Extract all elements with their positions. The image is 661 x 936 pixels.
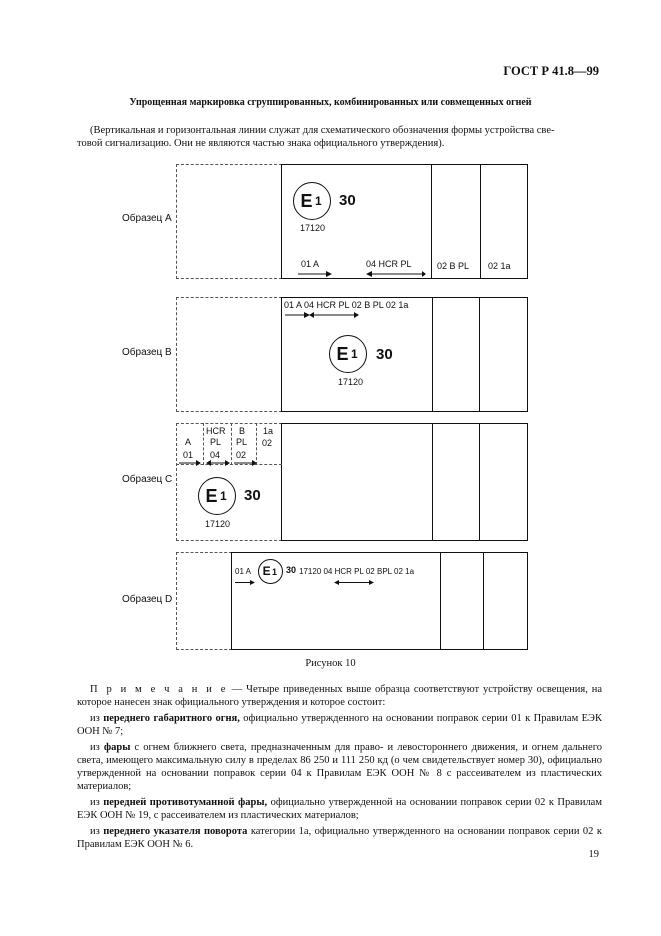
approval-circle-icon xyxy=(293,182,331,220)
approval-letter: E xyxy=(205,485,218,506)
note-item-rest: официально утвержденного на основании поправок серии 01 к Правилам ЕЭК ООН № 7; xyxy=(77,713,602,737)
approval-number: 30 xyxy=(244,487,261,504)
col2-top1: HCR xyxy=(206,426,226,436)
sample-d-cell-2 xyxy=(440,552,484,650)
approval-number: 30 xyxy=(286,565,297,575)
note-item-rest: официально утвержденной на основании поправок серии 02 к Правилам ЕЭК ООН № 19, с рассеивателем из пластических материалов; xyxy=(77,797,602,821)
note-intro xyxy=(77,683,602,709)
sample-b-label: Образец В xyxy=(122,347,172,358)
sample-c-cell-3 xyxy=(479,423,528,541)
note-item-bold: фары xyxy=(103,742,131,753)
note-text: — Четыре приведенных выше образца соответствуют устройству освещения, на которое нанесен знак официального утверждения и которое состоит: xyxy=(77,684,602,708)
mark-01a: 01 A xyxy=(301,259,320,269)
approval-circle-icon xyxy=(329,335,367,373)
sample-a-label: Образец А xyxy=(122,213,172,224)
note-item-prefix: из xyxy=(90,742,104,753)
note-item-prefix: из xyxy=(90,797,104,808)
note-item-prefix: из xyxy=(90,713,104,724)
sample-c-label: Образец С xyxy=(122,474,173,485)
note-item-bold: переднего габаритного огня, xyxy=(103,713,240,724)
note-item-4 xyxy=(77,825,602,851)
approval-code: 17120 xyxy=(205,519,231,529)
mark-suffix: 17120 04 HCR PL 02 BPL 02 1a xyxy=(299,567,415,576)
intro-line-2: товой сигнализацию. Они не являются частью знака официального утверждения). xyxy=(77,138,445,149)
note-item-rest: с огнем ближнего света, предназначенным для право- и левостороннего движения, и огнем дальнего света, имеющего максимальную силу в пределах 86 250 и 111 250 кд (о чем свидетельствует номер 30), официально утвержденной на основании поправок серии 04 к Правилам ЕЭК ООН № 8 с рассеивателем из пластических материалов; xyxy=(77,742,602,792)
col3-top1: B xyxy=(239,426,246,436)
sample-d-dashed-outline xyxy=(176,552,232,650)
note-item-bold: передней противотуманной фары, xyxy=(103,797,268,808)
approval-code: 17120 xyxy=(300,223,326,233)
approval-code: 17120 xyxy=(338,377,364,387)
figure-caption: Рисунок 10 xyxy=(305,658,356,669)
standard-id: ГОСТ Р 41.8—99 xyxy=(503,64,599,78)
approval-country: 1 xyxy=(315,194,322,208)
col2-bottom: 04 xyxy=(210,450,221,460)
col4-bottom: 02 xyxy=(262,438,273,448)
approval-circle-icon xyxy=(198,477,236,515)
col3-top2: PL xyxy=(236,437,248,447)
approval-letter: E xyxy=(262,563,271,578)
mark-arrows xyxy=(296,270,426,278)
sample-d-cell-3 xyxy=(483,552,528,650)
approval-country: 1 xyxy=(220,489,227,503)
approval-number: 30 xyxy=(339,192,356,209)
approval-letter: E xyxy=(336,343,349,364)
marks-line: 01 A 04 HCR PL 02 B PL 02 1a xyxy=(284,300,409,310)
note-block xyxy=(77,683,602,854)
sample-c-main-cell xyxy=(281,423,433,541)
col2-top2: PL xyxy=(210,437,222,447)
approval-country: 1 xyxy=(351,347,358,361)
sample-d-label: Образец D xyxy=(122,594,173,605)
sample-a-dashed-outline xyxy=(176,164,282,279)
approval-number: 30 xyxy=(376,346,393,363)
note-lead: П р и м е ч а н и е xyxy=(90,684,228,695)
note-item-1 xyxy=(77,712,602,738)
mark-arrows xyxy=(234,579,414,586)
approval-country: 1 xyxy=(272,567,278,577)
sample-b-cell-2 xyxy=(432,297,480,412)
note-item-2 xyxy=(77,741,602,793)
cell-02-b-pl: 02 B PL xyxy=(437,261,470,271)
mark-arrows xyxy=(284,311,359,319)
sample-c-cell-2 xyxy=(432,423,480,541)
mark-arrows xyxy=(178,459,258,467)
note-item-rest: категории 1a, официально утвержденного на основании поправок серии 02 к Правилам ЕЭК ООН № 6. xyxy=(77,826,602,850)
mark-04-hcr-pl: 04 HCR PL xyxy=(366,259,412,269)
section-title: Упрощенная маркировка сгруппированных, комбинированных или совмещенных огней xyxy=(129,97,532,108)
col1-bottom: 01 xyxy=(183,450,194,460)
col1-top: A xyxy=(185,437,192,447)
col4-top: 1a xyxy=(263,426,274,436)
intro-text xyxy=(77,124,602,150)
note-item-prefix: из xyxy=(90,826,104,837)
mark-prefix: 01 A xyxy=(235,567,252,576)
note-item-bold: переднего указателя поворота xyxy=(103,826,248,837)
intro-line-1: (Вертикальная и горизонтальная линии служат для схематического обозначения формы устройства све- xyxy=(90,125,555,136)
page-number: 19 xyxy=(588,849,599,860)
sample-b-cell-3 xyxy=(479,297,528,412)
col3-bottom: 02 xyxy=(236,450,247,460)
approval-letter: E xyxy=(300,190,313,211)
sample-b-dashed-outline xyxy=(176,297,282,412)
note-item-3 xyxy=(77,796,602,822)
cell-02-1a: 02 1a xyxy=(488,261,511,271)
